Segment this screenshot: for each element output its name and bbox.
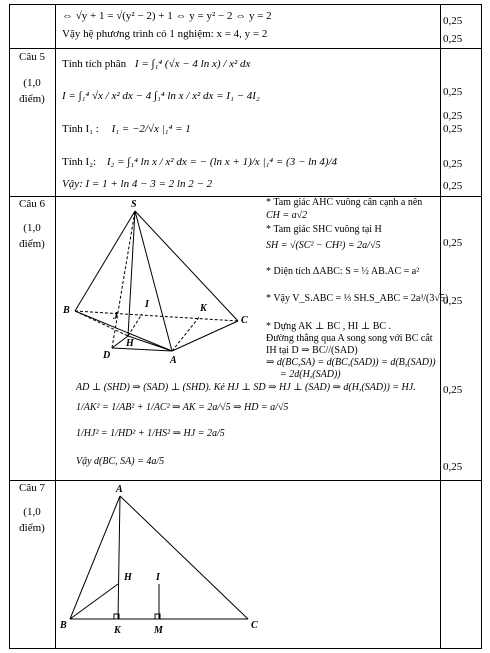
fig-label-b: B [63,305,70,316]
q6-note: * Vậy V_S.ABC = ⅓ SH.S_ABC = 2a³/(3√5) [266,293,449,304]
question-label: Câu 7 [19,482,45,494]
row-rule [9,648,482,649]
q5-line-3-prefix: Tính I₁ : [62,123,99,135]
fig-label-k: K [114,625,121,636]
fig-label-c: C [241,315,248,326]
question-points: (1,0 [23,506,41,518]
fig-label-d: D [103,350,111,361]
question-points: (1,0 [23,222,41,234]
q6-derivation: AD ⊥ (SHD) ⇒ (SAD) ⊥ (SHD). Kẻ HJ ⊥ SD ⇒ HJ ⊥ (SAD) ⇒ d(H,(SAD)) = HJ. [76,382,416,393]
question-points-unit: điểm) [19,522,45,534]
question-points-unit: điểm) [19,238,45,250]
q5-line-4-prefix: Tính I₂: [62,156,97,168]
score: 0,25 [443,33,463,45]
q5-integral-def: I = ∫₁⁴ (√x − 4 ln x) / x² dx [134,58,251,70]
q5-line-2 [62,90,260,102]
score: 0,25 [443,461,463,473]
fig-label-j: J [113,311,118,322]
q6-note: CH = a√2 [266,210,308,221]
q5-integral-split: I = ∫₁⁴ √x / x² dx − 4 ∫₁⁴ ln x / x² dx = I₁ − 4I₂ [62,90,260,102]
question-points: (1,0 [23,77,41,89]
col-rule [440,4,441,649]
fig-label-i: I [156,572,160,583]
q6-note: SH = √(SC² − CH²) = 2a/√5 [266,240,381,251]
question-label: Câu 5 [19,51,45,63]
score: 0,25 [443,15,463,27]
score: 0,25 [443,123,463,135]
triangle-figure [58,480,268,640]
row-rule [9,4,482,5]
question-points-unit: điểm) [19,93,45,105]
q6-note: * Tam giác AHC vuông cân cạnh a nên [266,197,423,208]
q6-derivation: 1/AK² = 1/AB² + 1/AC² ⇒ AK = 2a/√5 ⇒ HD = a/√5 [76,402,289,413]
score: 0,25 [443,384,463,396]
fig-label-b: B [60,620,67,631]
fig-label-a: A [116,484,123,495]
top-line-1: ⇔ √y + 1 = √(y² − 2) + 1 ⇔ y = y² − 2 ⇔ y = 2 [62,10,272,22]
col-rule [9,4,10,649]
q5-line-4 [62,156,337,168]
q5-i1-result: I₁ = −2/√x |₁⁴ = 1 [111,123,191,135]
fig-label-i: I [145,299,149,310]
q6-note: Đường thẳng qua A song song với BC cắt [266,333,433,344]
fig-label-h: H [124,572,132,583]
score: 0,25 [443,110,463,122]
q5-line-5 [62,178,212,190]
question-label: Câu 6 [19,198,45,210]
fig-label-s: S [131,199,137,210]
q5-line-1 [62,58,250,70]
q5-line-3 [62,123,191,135]
top-line-2: Vậy hệ phương trình có 1 nghiệm: x = 4, y = 2 [62,28,268,40]
score: 0,25 [443,295,463,307]
q6-note: IH tại D ⇒ BC//(SAD) [266,345,358,356]
pyramid-figure [60,196,265,366]
q6-note: * Dựng AK ⊥ BC , HI ⊥ BC . [266,321,392,332]
q6-derivation: 1/HJ² = 1/HD² + 1/HS² ⇒ HJ = 2a/5 [76,428,225,439]
score: 0,25 [443,180,463,192]
q6-derivation: Vậy d(BC, SA) = 4a/5 [76,456,165,467]
col-rule [55,4,56,649]
q5-final: Vậy: I = 1 + ln 4 − 3 = 2 ln 2 − 2 [62,178,213,190]
q6-note: ⇒ d(BC,SA) = d(BC,(SAD)) = d(B,(SAD)) [266,357,436,368]
q6-note: * Tam giác SHC vuông tại H [266,224,382,235]
score: 0,25 [443,86,463,98]
row-rule [9,48,482,49]
q5-line-1-prefix: Tính tích phân [62,58,127,70]
score: 0,25 [443,237,463,249]
fig-label-h: H [126,338,134,349]
q5-i2-result: I₂ = ∫₁⁴ ln x / x² dx = − (ln x + 1)/x |₁⁴ = (3 − ln 4)/4 [106,156,338,168]
q6-note: = 2d(H,(SAD)) [280,369,341,380]
fig-label-m: M [154,625,163,636]
q6-note: * Diện tích ΔABC: S = ½ AB.AC = a² [266,266,420,277]
fig-label-c: C [251,620,258,631]
fig-label-k: K [200,303,207,314]
fig-label-a: A [170,355,177,366]
col-rule [481,4,482,649]
score: 0,25 [443,158,463,170]
